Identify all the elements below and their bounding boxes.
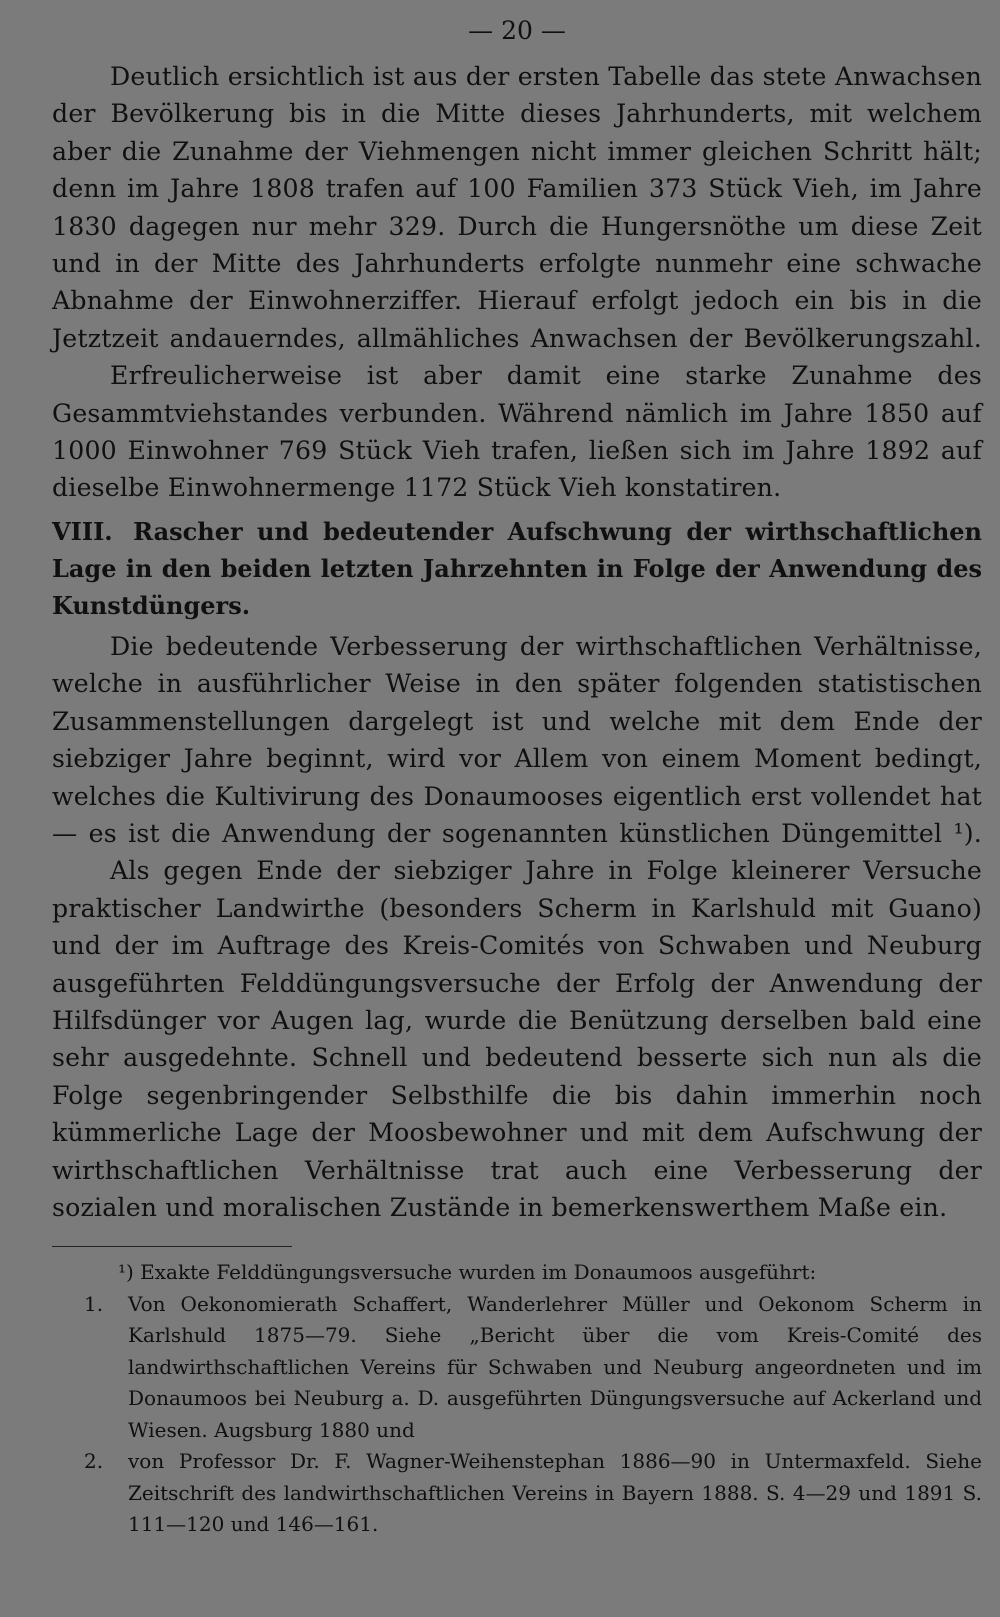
paragraph-fertilizer: Die bedeutende Verbesserung der wirthschaftlichen Verhältnisse, welche in ausführlicher Weise in den später folgenden statistischen Zusammenstellungen dargelegt ist und welche mit dem Ende der siebziger Jahre beginnt, wird vor Allem von einem Moment bedingt, welches die Kultivirung des Donaumooses eigentlich erst vollendet hat — es ist die Anwendung der sogenannten künstlichen Düngemittel ¹). — [52, 631, 982, 848]
footnote-item-number: 1. — [84, 1291, 104, 1316]
footnote-divider — [52, 1246, 292, 1247]
paragraph-population: Deutlich ersichtlich ist aus der ersten Tabelle das stete Anwachsen der Bevölkerung bis in die Mitte dieses Jahrhunderts, mit welchem aber die Zunahme der Viehmengen nicht immer gleichen Schritt hält; denn im Jahre 1808 trafen auf 100 Familien 373 Stück Vieh, im Jahre 1830 dagegen nur mehr 329. Durch die Hungersnöthe um diese Zeit und in der Mitte des Jahrhunderts erfolgte nunmehr eine schwache Abnahme der Einwohnerziffer. Hierauf erfolgt jedoch ein bis in die Jetztzeit andauerndes, allmähliches Anwachsen der Bevölkerungszahl. — [52, 62, 982, 353]
section-number: VIII. — [52, 516, 113, 546]
paragraph-livestock: Erfreulicherweise ist aber damit eine starke Zunahme des Gesammtviehstandes verbunden. Während nämlich im Jahre 1850 auf 1000 Einwohner 769 Stück Vieh trafen, ließen sich im Jahre 1892 auf dieselbe Einwohnermenge 1172 Stück Vieh konstatiren. — [52, 361, 982, 503]
page-header — [52, 16, 982, 58]
footnote-item — [52, 1446, 982, 1541]
section-title: Rascher und bedeutender Aufschwung der wirthschaftlichen Lage in den beiden letzten Jahrzehnten in Folge der Anwendung des Kunstdüngers. — [52, 516, 982, 620]
main-text — [52, 58, 982, 1226]
footnote-item-number: 2. — [84, 1449, 104, 1474]
page-number: — 20 — — [468, 16, 566, 45]
footnotes — [52, 1257, 982, 1541]
paragraph-experiments: Als gegen Ende der siebziger Jahre in Folge kleinerer Versuche praktischer Landwirthe (besonders Scherm in Karlshuld mit Guano) und der im Auftrage des Kreis-Comités von Schwaben und Neuburg ausgeführten Felddüngungsversuche der Erfolg der Anwendung der Hilfsdünger vor Augen lag, wurde die Benützung derselben bald eine sehr ausgedehnte. Schnell und bedeutend besserte sich nun als die Folge segenbringender Selbsthilfe die bis dahin immerhin noch kümmerliche Lage der Moosbewohner und mit dem Aufschwung der wirthschaftlichen Verhältnisse trat auch eine Verbesserung der sozialen und moralischen Zustände in bemerkenswerthem Maße ein. — [52, 856, 982, 1222]
section-heading — [52, 513, 982, 624]
footnote-item-text: Von Oekonomierath Schaffert, Wanderlehrer Müller und Oekonom Scherm in Karlshuld 1875—79. Siehe „Bericht über die vom Kreis-Comité des landwirthschaftlichen Vereins für Schwaben und Neuburg angeordneten und im Donaumoos bei Neuburg a. D. ausgeführten Düngungsversuche auf Ackerland und Wiesen. Augsburg 1880 und — [128, 1291, 982, 1442]
footnote-intro: ¹) Exakte Felddüngungsversuche wurden im Donaumoos ausgeführt: — [118, 1260, 817, 1285]
footnote-item — [52, 1289, 982, 1447]
footnote-item-text: von Professor Dr. F. Wagner-Weihenstephan 1886—90 in Untermaxfeld. Siehe Zeitschrift des landwirthschaftlichen Vereins in Bayern 1888. S. 4—29 und 1891 S. 111—120 und 146—161. — [128, 1449, 982, 1537]
